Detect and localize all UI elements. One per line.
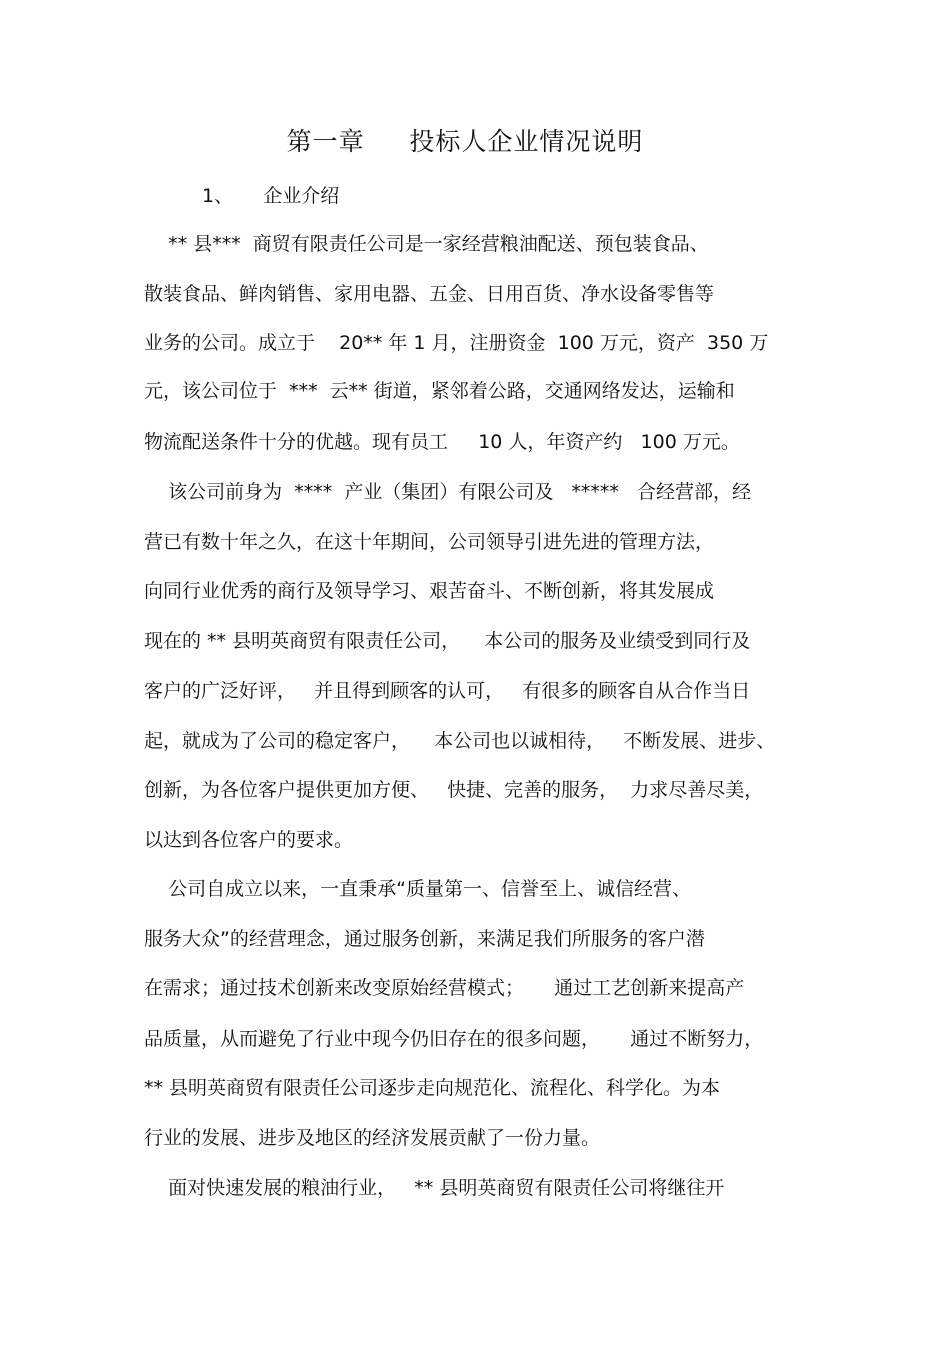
- paragraph-2-line-3: 向同行业优秀的商行及领导学习、艰苦奋斗、不断创新，将其发展成: [144, 580, 715, 602]
- paragraph-2-line-1: 该公司前身为 **** 产业（集团）有限公司及 ***** 合经营部，经: [144, 481, 752, 503]
- paragraph-3-line-3: 在需求；通过技术创新来改变原始经营模式； 通过工艺创新来提高产: [144, 977, 745, 999]
- paragraph-1-line-3: 业务的公司。成立于 20** 年 1 月，注册资金 100 万元，资产 350 万: [144, 332, 769, 354]
- paragraph-2-line-4: 现在的 ** 县明英商贸有限责任公司， 本公司的服务及业绩受到同行及: [144, 630, 751, 652]
- paragraph-3-line-5: ** 县明英商贸有限责任公司逐步走向规范化、流程化、科学化。为本: [144, 1077, 721, 1099]
- paragraph-1-line-5: 物流配送条件十分的优越。现有员工 10 人，年资产约 100 万元。: [144, 431, 740, 453]
- paragraph-3-line-1: 公司自成立以来，一直秉承“质量第一、信誉至上、诚信经营、: [144, 878, 692, 900]
- paragraph-2-line-7: 创新，为各位客户提供更加方便、 快捷、完善的服务， 力求尽善尽美，: [144, 779, 764, 801]
- paragraph-1-line-1: ** 县*** 商贸有限责任公司是一家经营粮油配送、预包装食品、: [144, 233, 709, 255]
- paragraph-3-line-6: 行业的发展、进步及地区的经济发展贡献了一份力量。: [144, 1127, 601, 1149]
- paragraph-2-line-6: 起，就成为了公司的稳定客户， 本公司也以诚相待， 不断发展、进步、: [144, 730, 776, 752]
- paragraph-2-line-2: 营已有数十年之久，在这十年期间，公司领导引进先进的管理方法，: [144, 531, 715, 553]
- paragraph-2-line-5: 客户的广泛好评， 并且得到顾客的认可， 有很多的顾客自从合作当日: [144, 680, 751, 702]
- paragraph-2-line-8: 以达到各位客户的要求。: [144, 829, 354, 851]
- chapter-title: 第一章 投标人企业情况说明: [286, 127, 644, 156]
- paragraph-1-line-4: 元，该公司位于 *** 云** 街道，紧邻着公路，交通网络发达，运输和: [144, 380, 735, 402]
- paragraph-1-line-2: 散装食品、鲜肉销售、家用电器、五金、日用百货、净水设备零售等: [144, 283, 715, 305]
- paragraph-3-line-2: 服务大众”的经营理念，通过服务创新，来满足我们所服务的客户潜: [144, 928, 705, 950]
- paragraph-4-line-1: 面对快速发展的粮油行业， ** 县明英商贸有限责任公司将继往开: [144, 1177, 725, 1199]
- section-heading: 1、 企业介绍: [202, 185, 340, 207]
- paragraph-3-line-4: 品质量，从而避免了行业中现今仍旧存在的很多问题， 通过不断努力，: [144, 1028, 764, 1050]
